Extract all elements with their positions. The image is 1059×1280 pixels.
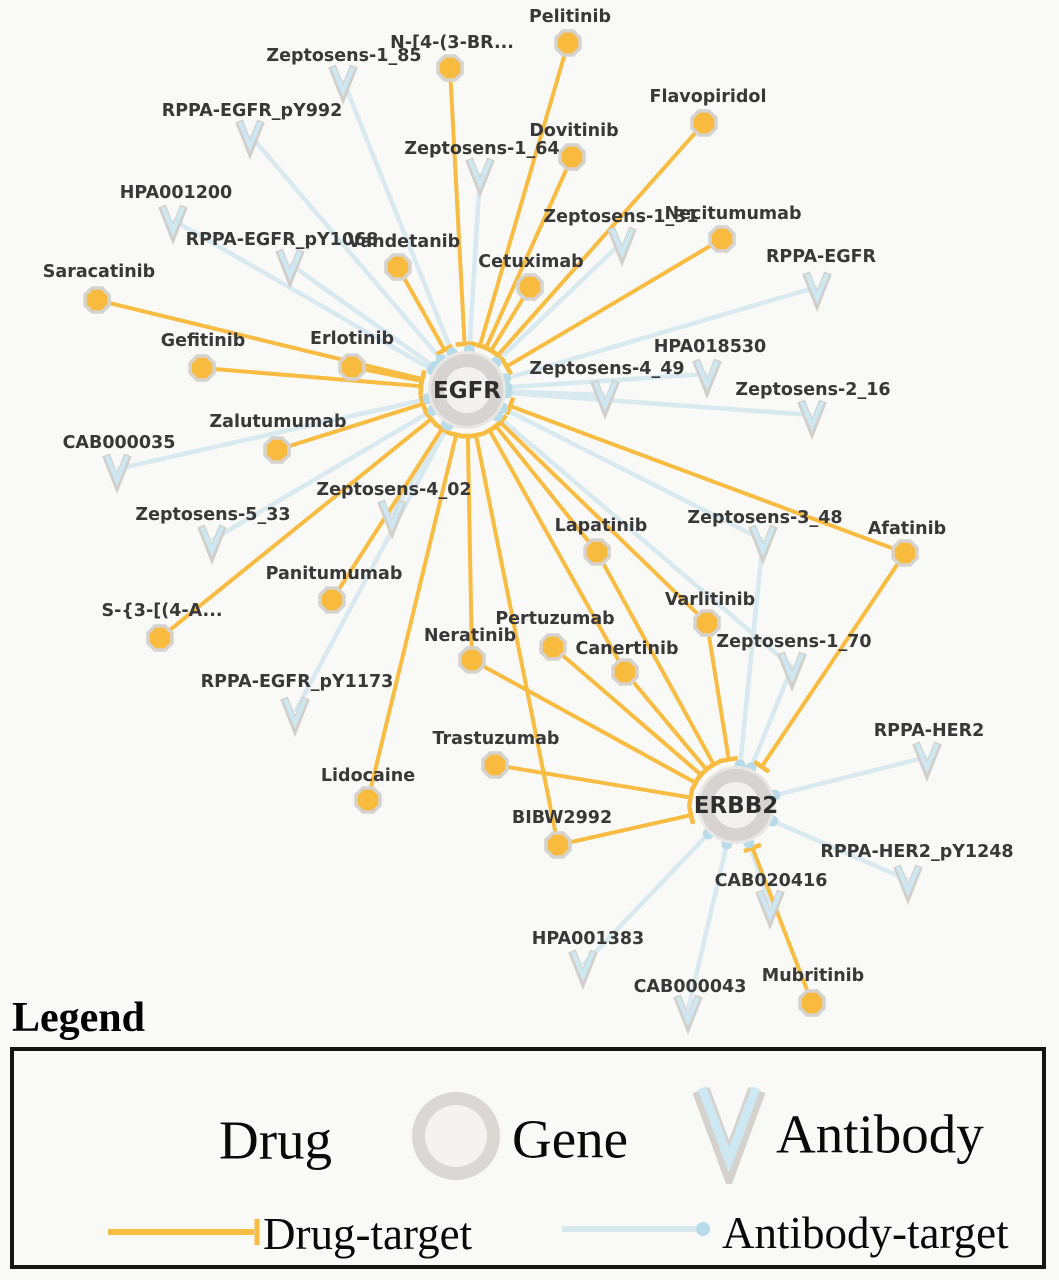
- drug-octagon-icon: [541, 635, 565, 659]
- gene-label: EGFR: [432, 378, 502, 404]
- node-label: RPPA-HER2_pY1248: [820, 842, 1014, 862]
- drug-node-sa[interactable]: [148, 626, 172, 650]
- drug-octagon-icon: [438, 56, 462, 80]
- antibody-chevron-icon: [687, 1072, 771, 1184]
- drug-octagon-icon: [356, 788, 380, 812]
- drug-octagon-icon: [692, 111, 716, 135]
- node-label: Zeptosens-1_31: [543, 207, 699, 227]
- drug-octagon-icon: [265, 438, 289, 462]
- drug-octagon-icon: [546, 833, 570, 857]
- node-label: Zeptosens-2_16: [735, 380, 891, 400]
- node-label: Mubritinib: [761, 966, 865, 986]
- drug-octagon-icon: [190, 356, 214, 380]
- node-label: Panitumumab: [265, 564, 403, 584]
- drug-target-edge-tee: [689, 789, 692, 807]
- node-label: Cetuximab: [478, 252, 584, 272]
- antibody-chevron-icon: [470, 160, 490, 184]
- node-label: Zeptosens-1_85: [266, 46, 422, 66]
- node-label: HPA018530: [653, 337, 767, 357]
- node-label: Lidocaine: [320, 766, 416, 786]
- antibody-target-edge: [775, 757, 927, 795]
- drug-node-bibw2992[interactable]: [546, 833, 570, 857]
- node-label: Afatinib: [867, 519, 947, 539]
- drug-octagon-icon: [710, 227, 734, 251]
- drug-node-vandetanib[interactable]: [386, 255, 410, 279]
- node-label: Zeptosens-3_48: [687, 508, 843, 528]
- node-label: RPPA-HER2: [873, 721, 985, 741]
- drug-target-edge-tee: [689, 806, 693, 824]
- node-label: Trastuzumab: [432, 729, 560, 749]
- drug-node-dovitinib[interactable]: [560, 145, 584, 169]
- node-label: RPPA-EGFR_pY992: [161, 101, 343, 121]
- antibody-chevron-icon: [807, 274, 827, 298]
- node-label: CAB020416: [714, 871, 828, 891]
- drug-octagon-icon: [800, 991, 824, 1015]
- node-label: Necitumumab: [664, 204, 802, 224]
- drug-node-canertinib[interactable]: [613, 660, 637, 684]
- node-label: Zeptosens-4_49: [529, 359, 685, 379]
- drug-target-edge-tee: [456, 344, 474, 345]
- node-label: Dovitinib: [529, 121, 619, 141]
- drug-node-lapatinib[interactable]: [585, 540, 609, 564]
- drug-node-nbr[interactable]: [438, 56, 462, 80]
- gene-label: ERBB2: [693, 793, 779, 819]
- node-label: Vandetanib: [347, 232, 461, 252]
- node-label: Zeptosens-4_02: [316, 480, 472, 500]
- antibody-target-edge: [740, 540, 763, 765]
- drug-node-zalutumumab[interactable]: [265, 438, 289, 462]
- drug-target-edge-tee: [720, 758, 738, 761]
- drug-octagon-icon: [460, 648, 484, 672]
- drug-octagon-icon: [518, 275, 542, 299]
- node-label: RPPA-EGFR_pY1068: [185, 230, 379, 250]
- legend-title: Legend: [12, 995, 146, 1041]
- antibody-target-edge: [497, 416, 792, 667]
- legend-drug-target-label: Drug-target: [263, 1209, 473, 1259]
- node-label: Canertinib: [575, 639, 679, 659]
- node-label: N-[4-(3-BR...: [390, 33, 514, 53]
- antibody-chevron-icon: [697, 361, 717, 385]
- node-label: Zeptosens-1_64: [404, 139, 560, 159]
- node-label: Erlotinib: [310, 329, 394, 349]
- drug-octagon-icon: [893, 541, 917, 565]
- node-label: HPA001383: [531, 929, 645, 949]
- drug-node-flavopiridol[interactable]: [692, 111, 716, 135]
- antibody-chevron-icon: [917, 744, 937, 768]
- drug-node-cetuximab[interactable]: [518, 275, 542, 299]
- drug-octagon-icon: [613, 660, 637, 684]
- antibody-chevron-icon: [333, 67, 353, 91]
- drug-node-pelitinib[interactable]: [556, 31, 580, 55]
- node-label: CAB000043: [633, 977, 747, 997]
- legend-drug-label: Drug: [219, 1109, 333, 1171]
- antibody-chevron-icon: [163, 207, 183, 231]
- legend-gene-label: Gene: [512, 1108, 629, 1170]
- node-label: BIBW2992: [511, 808, 613, 828]
- drug-node-erlotinib[interactable]: [340, 355, 364, 379]
- node-label: HPA001200: [119, 183, 233, 203]
- node-label: Pertuzumab: [495, 609, 615, 629]
- legend-antibody-target-label: Antibody-target: [722, 1208, 1009, 1258]
- drug-node-necitumumab[interactable]: [710, 227, 734, 251]
- drug-octagon-icon: [320, 588, 344, 612]
- node-label: Flavopiridol: [649, 87, 767, 107]
- drug-node-saracatinib[interactable]: [85, 288, 109, 312]
- drug-target-edge-icon: [106, 1215, 276, 1249]
- drug-node-neratinib[interactable]: [460, 648, 484, 672]
- node-label: Zeptosens-5_33: [135, 505, 291, 525]
- drug-node-gefitinib[interactable]: [190, 356, 214, 380]
- node-label: Pelitinib: [528, 7, 612, 27]
- node-label: Zeptosens-1_70: [716, 632, 872, 652]
- node-label: Lapatinib: [554, 516, 648, 536]
- legend-box: [10, 1047, 1046, 1269]
- node-label: Zalutumumab: [209, 412, 347, 432]
- drug-node-lidocaine[interactable]: [356, 788, 380, 812]
- antibody-target-edge-icon: [560, 1212, 720, 1246]
- drug-octagon-icon: [148, 626, 172, 650]
- node-label: Varlitinib: [664, 590, 756, 610]
- node-label: CAB000035: [62, 433, 176, 453]
- drug-node-trastuzumab[interactable]: [483, 753, 507, 777]
- drug-node-pertuzumab[interactable]: [541, 635, 565, 659]
- drug-node-varlitinib[interactable]: [695, 611, 719, 635]
- drug-octagon-icon: [85, 288, 109, 312]
- node-label: RPPA-EGFR_pY1173: [200, 672, 394, 692]
- drug-node-mubritinib[interactable]: [800, 991, 824, 1015]
- drug-octagon-icon: [556, 31, 580, 55]
- drug-octagon-icon: [585, 540, 609, 564]
- drug-octagon-icon: [340, 355, 364, 379]
- drug-octagon-icon: [695, 611, 719, 635]
- drug-node-panitumumab[interactable]: [320, 588, 344, 612]
- node-label: RPPA-EGFR: [765, 247, 877, 267]
- node-label: Saracatinib: [42, 262, 156, 282]
- node-label: Gefitinib: [160, 331, 246, 351]
- drug-octagon-icon: [483, 753, 507, 777]
- drug-octagon-icon: [386, 255, 410, 279]
- drug-node-afatinib[interactable]: [893, 541, 917, 565]
- drug-target-edge: [495, 765, 691, 797]
- gene-circle-icon: [408, 1088, 504, 1184]
- legend-antibody-label: Antibody: [776, 1103, 984, 1165]
- drug-octagon-icon: [101, 1090, 197, 1186]
- node-label: Neratinib: [423, 626, 517, 646]
- drug-target-edge: [450, 68, 465, 344]
- node-label: S-{3-[(4-A...: [101, 601, 223, 621]
- drug-octagon-icon: [560, 145, 584, 169]
